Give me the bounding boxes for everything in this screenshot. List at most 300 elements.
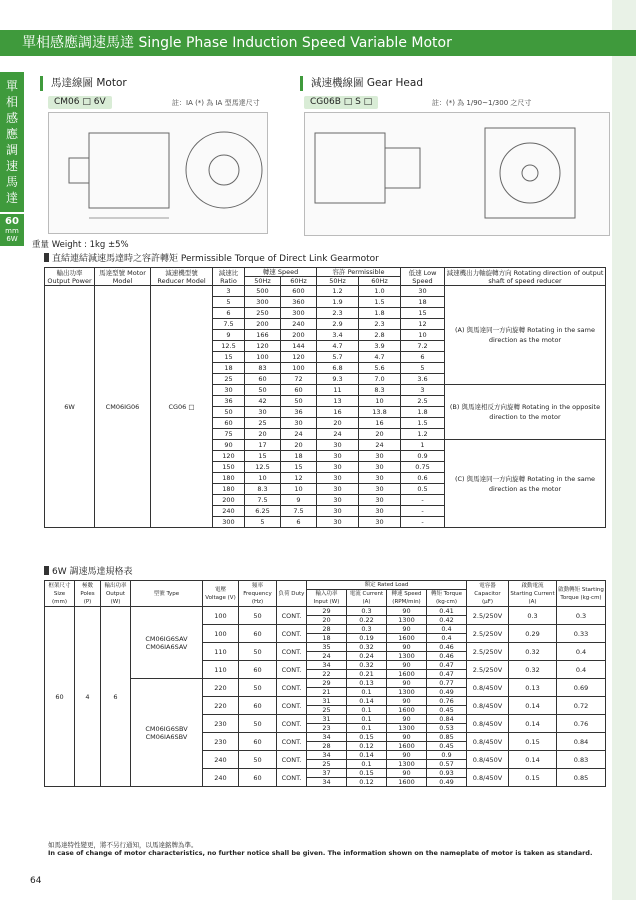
cell-capacitor: 0.8/450V xyxy=(467,715,509,733)
cell: 0.1 xyxy=(347,706,387,715)
cell: 30 xyxy=(317,506,359,517)
side-char: 達 xyxy=(5,191,18,205)
cell: 50 xyxy=(245,385,281,396)
cell: 15 xyxy=(281,462,317,473)
cell: 34 xyxy=(307,778,347,787)
cell: 60 xyxy=(245,374,281,385)
cell: 75 xyxy=(213,429,245,440)
cell: 7.5 xyxy=(213,319,245,330)
cell: 10 xyxy=(245,473,281,484)
cell-duty: CONT. xyxy=(277,751,307,769)
cell-start-torque: 0.4 xyxy=(557,643,606,661)
cell: 30 xyxy=(359,451,401,462)
cell: 60 xyxy=(281,385,317,396)
cell: 90 xyxy=(387,661,427,670)
cell: 166 xyxy=(245,330,281,341)
cell: - xyxy=(401,506,445,517)
col-perm-60: 60Hz xyxy=(359,277,401,286)
cell: 16 xyxy=(317,407,359,418)
cell-start-torque: 0.69 xyxy=(557,679,606,697)
page-number: 64 xyxy=(30,876,42,886)
cell: 18 xyxy=(401,297,445,308)
size-power: 6W xyxy=(6,235,18,243)
cell: 3.9 xyxy=(359,341,401,352)
cell: 18 xyxy=(281,451,317,462)
cell: 600 xyxy=(281,286,317,297)
cell-voltage: 240 xyxy=(203,751,239,769)
cell-duty: CONT. xyxy=(277,679,307,697)
cell: 0.6 xyxy=(401,473,445,484)
cell-start-current: 0.14 xyxy=(509,751,557,769)
col-reducer: 減速機型號 Reducer Model xyxy=(151,268,213,286)
col-rated-load: 額定 Rated Load xyxy=(307,581,467,590)
cell-voltage: 110 xyxy=(203,643,239,661)
motor-drawing xyxy=(48,112,268,234)
cell: 23 xyxy=(307,724,347,733)
cell: 30 xyxy=(317,484,359,495)
motor-outline-icon xyxy=(49,113,267,233)
cell: 100 xyxy=(281,363,317,374)
cell-capacitor: 2.5/250V xyxy=(467,643,509,661)
col-frequency: 頻率 Frequency (Hz) xyxy=(239,581,277,607)
cell: 8.3 xyxy=(359,385,401,396)
cell: 2.9 xyxy=(317,319,359,330)
col-capacitor: 電容器 Capacitor (μF) xyxy=(467,581,509,607)
cell-capacitor: 2.5/250V xyxy=(467,607,509,625)
cell-start-torque: 0.3 xyxy=(557,607,606,625)
cell: 29 xyxy=(307,607,347,616)
cell: 1600 xyxy=(387,778,427,787)
cell: 25 xyxy=(307,760,347,769)
cell: 13.8 xyxy=(359,407,401,418)
cell: 31 xyxy=(307,697,347,706)
cell-duty: CONT. xyxy=(277,697,307,715)
motor-note: 註：IA (*) 為 IA 型馬達尺寸 xyxy=(172,99,260,107)
cell: 11 xyxy=(317,385,359,396)
cell: 30 xyxy=(213,385,245,396)
cell: 1300 xyxy=(387,652,427,661)
cell: 0.42 xyxy=(427,616,467,625)
cell-poles: 4 xyxy=(75,607,101,787)
cell: 90 xyxy=(387,733,427,742)
cell: 180 xyxy=(213,484,245,495)
cell: 50 xyxy=(213,407,245,418)
cell-voltage: 220 xyxy=(203,679,239,697)
cell: 1600 xyxy=(387,742,427,751)
cell: 36 xyxy=(213,396,245,407)
cell-reducer: CG06 □ xyxy=(151,286,213,528)
cell: 90 xyxy=(213,440,245,451)
cell-type-b: CM06IG6SBV CM06IA6SBV xyxy=(131,679,203,787)
cell: 6.8 xyxy=(317,363,359,374)
cell-start-torque: 0.84 xyxy=(557,733,606,751)
col-motor: 馬達型號 Motor Model xyxy=(95,268,151,286)
cell: 0.13 xyxy=(347,679,387,688)
cell: 5 xyxy=(401,363,445,374)
col-speed: 轉速 Speed xyxy=(245,268,317,277)
cell: 0.93 xyxy=(427,769,467,778)
cell: 1.8 xyxy=(401,407,445,418)
cell: 6 xyxy=(281,517,317,528)
col-low-speed: 低速 Low Speed xyxy=(401,268,445,286)
size-value: 60 xyxy=(5,216,19,227)
cell: 50 xyxy=(281,396,317,407)
cell: 5 xyxy=(213,297,245,308)
gear-section-title: 減速機線圖 Gear Head xyxy=(300,76,423,91)
col-speed-60: 60Hz xyxy=(281,277,317,286)
cell: 12 xyxy=(281,473,317,484)
cell-start-current: 0.32 xyxy=(509,643,557,661)
cell: 0.15 xyxy=(347,733,387,742)
cell: 0.84 xyxy=(427,715,467,724)
side-char: 感 xyxy=(5,111,18,125)
cell: 90 xyxy=(387,607,427,616)
cell: 72 xyxy=(281,374,317,385)
cell: 0.12 xyxy=(347,742,387,751)
cell-duty: CONT. xyxy=(277,769,307,787)
cell: 30 xyxy=(359,484,401,495)
side-char: 馬 xyxy=(5,175,18,189)
cell-hz: 50 xyxy=(239,715,277,733)
cell: 0.47 xyxy=(427,661,467,670)
cell: 1600 xyxy=(387,634,427,643)
cell-hz: 50 xyxy=(239,679,277,697)
cell: 24 xyxy=(307,652,347,661)
cell: - xyxy=(401,517,445,528)
cell: 1600 xyxy=(387,670,427,679)
cell-voltage: 100 xyxy=(203,607,239,625)
cell: 0.14 xyxy=(347,697,387,706)
cell-hz: 60 xyxy=(239,697,277,715)
cell-duty: CONT. xyxy=(277,661,307,679)
cell: 36 xyxy=(281,407,317,418)
size-tab xyxy=(0,214,24,246)
cell: 24 xyxy=(359,440,401,451)
cell: 25 xyxy=(307,706,347,715)
cell: 7.2 xyxy=(401,341,445,352)
cell: 30 xyxy=(317,495,359,506)
cell: 0.14 xyxy=(347,751,387,760)
cell-voltage: 230 xyxy=(203,733,239,751)
rotation-c: (C) 與馬達同一方向旋轉 Rotating in the same direction as the motor xyxy=(445,440,606,528)
cell-duty: CONT. xyxy=(277,643,307,661)
cell: 200 xyxy=(213,495,245,506)
cell: 0.24 xyxy=(347,652,387,661)
cell: 6 xyxy=(213,308,245,319)
cell-size: 60 xyxy=(45,607,75,787)
gear-drawing xyxy=(304,112,610,236)
cell: 0.53 xyxy=(427,724,467,733)
cell: 90 xyxy=(387,643,427,652)
col-type: 型號 Type xyxy=(131,581,203,607)
cell: 30 xyxy=(359,517,401,528)
side-char: 單 xyxy=(5,79,18,93)
cell: 0.1 xyxy=(347,688,387,697)
gear-note: 註：(*) 為 1/90~1/300 之尺寸 xyxy=(432,99,532,107)
cell: 10 xyxy=(359,396,401,407)
torque-table-title: 直結連結減速馬達時之容許轉矩 Permissible Torque of Direct Link Gearmotor xyxy=(44,253,379,265)
cell: 12.5 xyxy=(213,341,245,352)
col-rotation: 減速機出力軸旋轉方向 Rotating direction of output shaft of speed reducer xyxy=(445,268,606,286)
cell: 20 xyxy=(317,418,359,429)
cell: 240 xyxy=(281,319,317,330)
cell: 0.45 xyxy=(427,742,467,751)
cell-capacitor: 2.5/250V xyxy=(467,625,509,643)
cell: 7.0 xyxy=(359,374,401,385)
page-header: 單相感應調速馬達 Single Phase Induction Speed Variable Motor xyxy=(0,30,636,56)
cell: 1.2 xyxy=(317,286,359,297)
cell: 90 xyxy=(387,679,427,688)
side-char: 速 xyxy=(5,159,18,173)
cell-start-torque: 0.76 xyxy=(557,715,606,733)
col-perm-50: 50Hz xyxy=(317,277,359,286)
cell: 0.9 xyxy=(427,751,467,760)
cell: 0.47 xyxy=(427,670,467,679)
torque-table xyxy=(44,267,606,528)
col-duty: 負荷 Duty xyxy=(277,581,307,607)
cell: 1.0 xyxy=(359,286,401,297)
rotation-b: (B) 與馬達相反方向旋轉 Rotating in the opposite direction to the motor xyxy=(445,385,606,440)
cell-output: 6W xyxy=(45,286,95,528)
cell: 90 xyxy=(387,625,427,634)
cell: 120 xyxy=(245,341,281,352)
cell: 3 xyxy=(401,385,445,396)
cell-hz: 60 xyxy=(239,625,277,643)
cell: 30 xyxy=(317,451,359,462)
gear-model: CG06B □ S □ xyxy=(304,96,378,109)
cell: 0.76 xyxy=(427,697,467,706)
cell: 1.5 xyxy=(401,418,445,429)
cell: 0.1 xyxy=(347,760,387,769)
cell: 1600 xyxy=(387,706,427,715)
cell: 1 xyxy=(401,440,445,451)
cell: 5.7 xyxy=(317,352,359,363)
cell: 3.6 xyxy=(401,374,445,385)
cell: 90 xyxy=(387,769,427,778)
cell: 0.22 xyxy=(347,616,387,625)
cell: 0.1 xyxy=(347,724,387,733)
cell-start-current: 0.15 xyxy=(509,769,557,787)
cell: 1300 xyxy=(387,760,427,769)
cell: 4.7 xyxy=(317,341,359,352)
cell: 30 xyxy=(359,473,401,484)
cell: 0.49 xyxy=(427,688,467,697)
cell: 4.7 xyxy=(359,352,401,363)
cell: 7.5 xyxy=(281,506,317,517)
cell: 0.75 xyxy=(401,462,445,473)
cell-hz: 60 xyxy=(239,733,277,751)
cell-voltage: 220 xyxy=(203,697,239,715)
cell: 37 xyxy=(307,769,347,778)
cell: 10 xyxy=(281,484,317,495)
cell: 83 xyxy=(245,363,281,374)
col-torque: 轉矩 Torque (kg·cm) xyxy=(427,590,467,607)
cell-duty: CONT. xyxy=(277,733,307,751)
table-row xyxy=(45,607,606,616)
cell: 0.32 xyxy=(347,661,387,670)
col-poles: 極數 Poles (P) xyxy=(75,581,101,607)
cell: 29 xyxy=(307,679,347,688)
cell-start-current: 0.14 xyxy=(509,715,557,733)
cell: 0.3 xyxy=(347,607,387,616)
cell-capacitor: 2.5/250V xyxy=(467,661,509,679)
cell-motor: CM06IG06 xyxy=(95,286,151,528)
col-ratio: 減速比 Ratio xyxy=(213,268,245,286)
cell: 500 xyxy=(245,286,281,297)
cell: 30 xyxy=(245,407,281,418)
cell: 8.3 xyxy=(245,484,281,495)
cell-voltage: 240 xyxy=(203,769,239,787)
cell: 360 xyxy=(281,297,317,308)
cell: 2.8 xyxy=(359,330,401,341)
cell-start-current: 0.29 xyxy=(509,625,557,643)
cell: 120 xyxy=(213,451,245,462)
cell-capacitor: 0.8/450V xyxy=(467,769,509,787)
cell: 0.12 xyxy=(347,778,387,787)
cell: 30 xyxy=(281,418,317,429)
cell-start-torque: 0.85 xyxy=(557,769,606,787)
spec-table xyxy=(44,580,606,787)
cell-start-torque: 0.4 xyxy=(557,661,606,679)
cell: 30 xyxy=(359,506,401,517)
cell: 28 xyxy=(307,742,347,751)
cell: 0.46 xyxy=(427,643,467,652)
cell: 30 xyxy=(317,473,359,484)
cell: 6 xyxy=(401,352,445,363)
cell-start-current: 0.32 xyxy=(509,661,557,679)
gear-outline-icon xyxy=(305,113,609,235)
side-char: 調 xyxy=(5,143,18,157)
cell-capacitor: 0.8/450V xyxy=(467,697,509,715)
cell-hz: 60 xyxy=(239,661,277,679)
cell-voltage: 100 xyxy=(203,625,239,643)
cell: 9 xyxy=(281,495,317,506)
cell: 15 xyxy=(401,308,445,319)
col-input: 輸入功率 Input (W) xyxy=(307,590,347,607)
cell: 2.5 xyxy=(401,396,445,407)
cell: 90 xyxy=(387,751,427,760)
cell: 1.5 xyxy=(359,297,401,308)
cell: 24 xyxy=(317,429,359,440)
cell: 1.8 xyxy=(359,308,401,319)
cell: 28 xyxy=(307,625,347,634)
cell: 16 xyxy=(359,418,401,429)
cell: 1.9 xyxy=(317,297,359,308)
cell-start-torque: 0.83 xyxy=(557,751,606,769)
cell: 20 xyxy=(359,429,401,440)
footer-note-en: In case of change of motor characteristics, no further notice shall be given. The information shown on the nameplate of motor is taken as standard. xyxy=(48,849,593,857)
cell: 34 xyxy=(307,751,347,760)
cell: 5 xyxy=(245,517,281,528)
cell: 300 xyxy=(213,517,245,528)
cell: 20 xyxy=(281,440,317,451)
rotation-a: (A) 與馬達同一方向旋轉 Rotating in the same direction as the motor xyxy=(445,286,606,385)
cell: 42 xyxy=(245,396,281,407)
col-speed-50: 50Hz xyxy=(245,277,281,286)
cell-capacitor: 0.8/450V xyxy=(467,751,509,769)
cell: 12.5 xyxy=(245,462,281,473)
cell: 0.85 xyxy=(427,733,467,742)
cell: 200 xyxy=(245,319,281,330)
cell-start-torque: 0.72 xyxy=(557,697,606,715)
cell: 120 xyxy=(281,352,317,363)
col-permissible: 容許 Permissible xyxy=(317,268,401,277)
cell-hz: 50 xyxy=(239,751,277,769)
cell: 13 xyxy=(317,396,359,407)
col-output: 輸出功率 Output Power xyxy=(45,268,95,286)
cell: 18 xyxy=(307,634,347,643)
cell-hz: 50 xyxy=(239,643,277,661)
cell: 17 xyxy=(245,440,281,451)
cell: 0.45 xyxy=(427,706,467,715)
cell: - xyxy=(401,495,445,506)
cell: 30 xyxy=(317,517,359,528)
cell: 150 xyxy=(213,462,245,473)
weight-label: 重量 Weight : 1kg ±5% xyxy=(32,240,129,250)
cell: 30 xyxy=(359,495,401,506)
cell: 0.41 xyxy=(427,607,467,616)
side-tab xyxy=(0,72,24,212)
spec-table-title: 6W 調速馬達規格表 xyxy=(44,566,133,578)
cell: 35 xyxy=(307,643,347,652)
cell: 3.4 xyxy=(317,330,359,341)
cell: 0.77 xyxy=(427,679,467,688)
cell-start-current: 0.14 xyxy=(509,697,557,715)
cell: 30 xyxy=(317,462,359,473)
cell-out: 6 xyxy=(101,607,131,787)
cell: 0.19 xyxy=(347,634,387,643)
cell-type-a: CM06IG6SAV CM06IA6SAV xyxy=(131,607,203,679)
cell-capacitor: 0.8/450V xyxy=(467,733,509,751)
cell: 3 xyxy=(213,286,245,297)
cell-duty: CONT. xyxy=(277,715,307,733)
cell: 1300 xyxy=(387,616,427,625)
cell-capacitor: 0.8/450V xyxy=(467,679,509,697)
side-char: 相 xyxy=(5,95,18,109)
cell: 2.3 xyxy=(317,308,359,319)
col-current: 電流 Current (A) xyxy=(347,590,387,607)
cell: 5.6 xyxy=(359,363,401,374)
cell: 0.57 xyxy=(427,760,467,769)
cell: 20 xyxy=(307,616,347,625)
col-rpm: 轉速 Speed (RPM/min) xyxy=(387,590,427,607)
cell: 100 xyxy=(245,352,281,363)
cell: 0.3 xyxy=(347,625,387,634)
cell: 300 xyxy=(281,308,317,319)
cell: 300 xyxy=(245,297,281,308)
size-unit: mm xyxy=(5,227,19,235)
cell: 2.3 xyxy=(359,319,401,330)
cell: 240 xyxy=(213,506,245,517)
cell: 15 xyxy=(213,352,245,363)
cell: 0.15 xyxy=(347,769,387,778)
cell: 0.4 xyxy=(427,625,467,634)
cell: 0.21 xyxy=(347,670,387,679)
cell: 30 xyxy=(401,286,445,297)
cell-duty: CONT. xyxy=(277,607,307,625)
cell: 90 xyxy=(387,715,427,724)
col-start-torque: 啟動轉矩 Starting Torque (kg·cm) xyxy=(557,581,606,607)
cell: 15 xyxy=(245,451,281,462)
cell: 9.3 xyxy=(317,374,359,385)
col-size: 框架尺寸 Size (mm) xyxy=(45,581,75,607)
cell: 24 xyxy=(281,429,317,440)
cell: 1.2 xyxy=(401,429,445,440)
cell: 1300 xyxy=(387,724,427,733)
cell-hz: 50 xyxy=(239,607,277,625)
cell: 60 xyxy=(213,418,245,429)
cell-start-torque: 0.33 xyxy=(557,625,606,643)
